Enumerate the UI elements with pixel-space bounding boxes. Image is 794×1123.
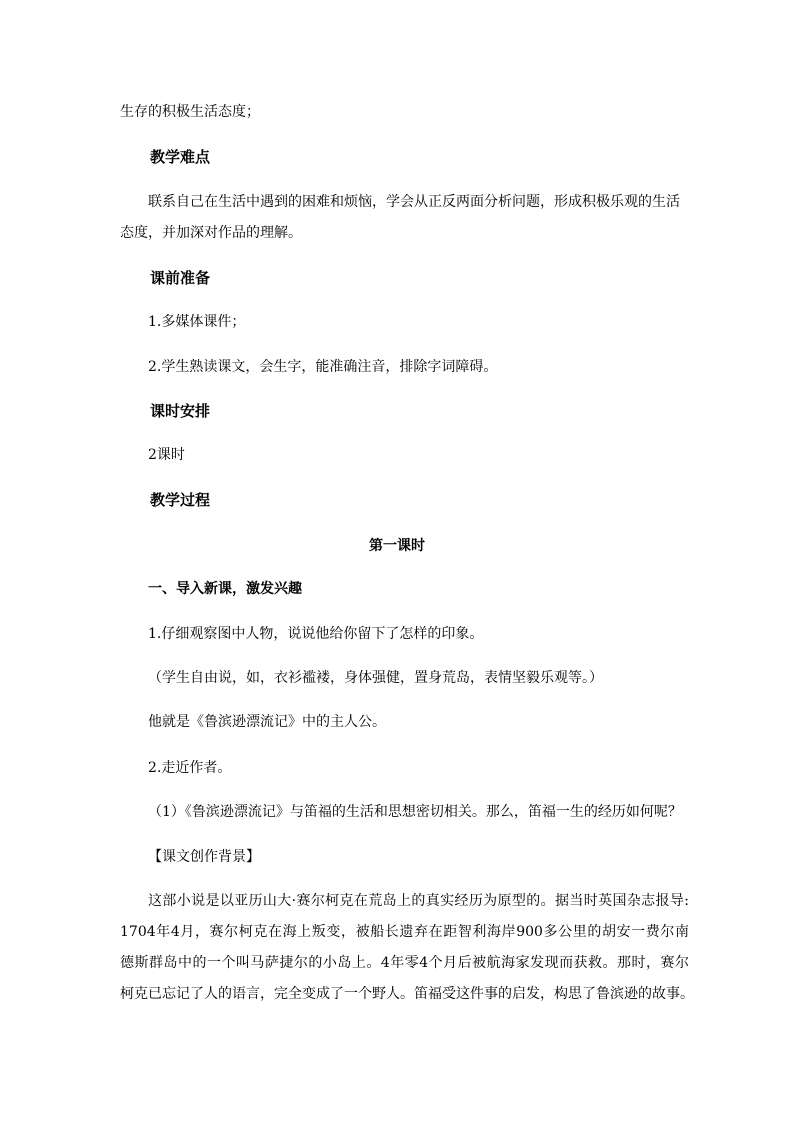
process-heading: 教学过程 (150, 491, 211, 509)
preparation-item-2: 2.学生熟读课文，会生字，能准确注音，排除字词障碍。 (148, 359, 498, 375)
difficulty-line-2: 态度，并加深对作品的理解。 (120, 225, 302, 241)
background-line-3 (120, 953, 689, 973)
question-1-conclusion: 他就是《鲁滨逊漂流记》中的主人公。 (148, 714, 386, 730)
question-2-sub-1: （1）《鲁滨逊漂流记》与笛福的生活和思想密切相关。那么，笛福一生的经历如何呢？ (148, 804, 682, 820)
background-line-3-text: 德斯群岛中的一个叫马萨捷尔的小岛上。4年零4个月后被航海家发现而获救。那时，赛尔 (120, 955, 689, 971)
background-label: 【课文创作背景】 (148, 849, 260, 865)
lesson-title: 第一课时 (369, 538, 425, 554)
preparation-item-1: 1.多媒体课件； (148, 314, 246, 330)
question-2: 2.走近作者。 (148, 760, 232, 776)
preparation-heading: 课前准备 (150, 269, 211, 287)
background-line-2 (120, 922, 689, 942)
schedule-value: 2课时 (148, 447, 185, 463)
intro-fragment: 生存的积极生活态度； (120, 104, 260, 120)
difficulty-heading: 教学难点 (150, 148, 211, 166)
background-line-1-text: 这部小说是以亚历山大·赛尔柯克在荒岛上的真实经历为原型的。据当时英国杂志报导: (148, 893, 689, 909)
background-line-1 (148, 891, 689, 911)
question-1: 1.仔细观察图中人物，说说他给你留下了怎样的印象。 (148, 626, 484, 642)
difficulty-line-1: 联系自己在生活中遇到的困难和烦恼，学会从正反两面分析问题，形成积极乐观的生活 (148, 194, 680, 210)
schedule-heading: 课时安排 (150, 402, 211, 420)
background-line-4 (120, 984, 694, 1004)
background-line-4-text: 柯克已忘记了人的语言，完全变成了一个野人。笛福受这件事的启发，构思了鲁滨逊的故事。 (120, 986, 694, 1002)
background-line-2-text: 1704年4月，赛尔柯克在海上叛变，被船长遗弃在距智利海岸900多公里的胡安一费尔南 (120, 924, 689, 940)
section-1-heading: 一、导入新课，激发兴趣 (148, 581, 302, 597)
question-1-answer: （学生自由说，如，衣衫褴褛，身体强健，置身荒岛，表情坚毅乐观等。） (148, 670, 603, 686)
